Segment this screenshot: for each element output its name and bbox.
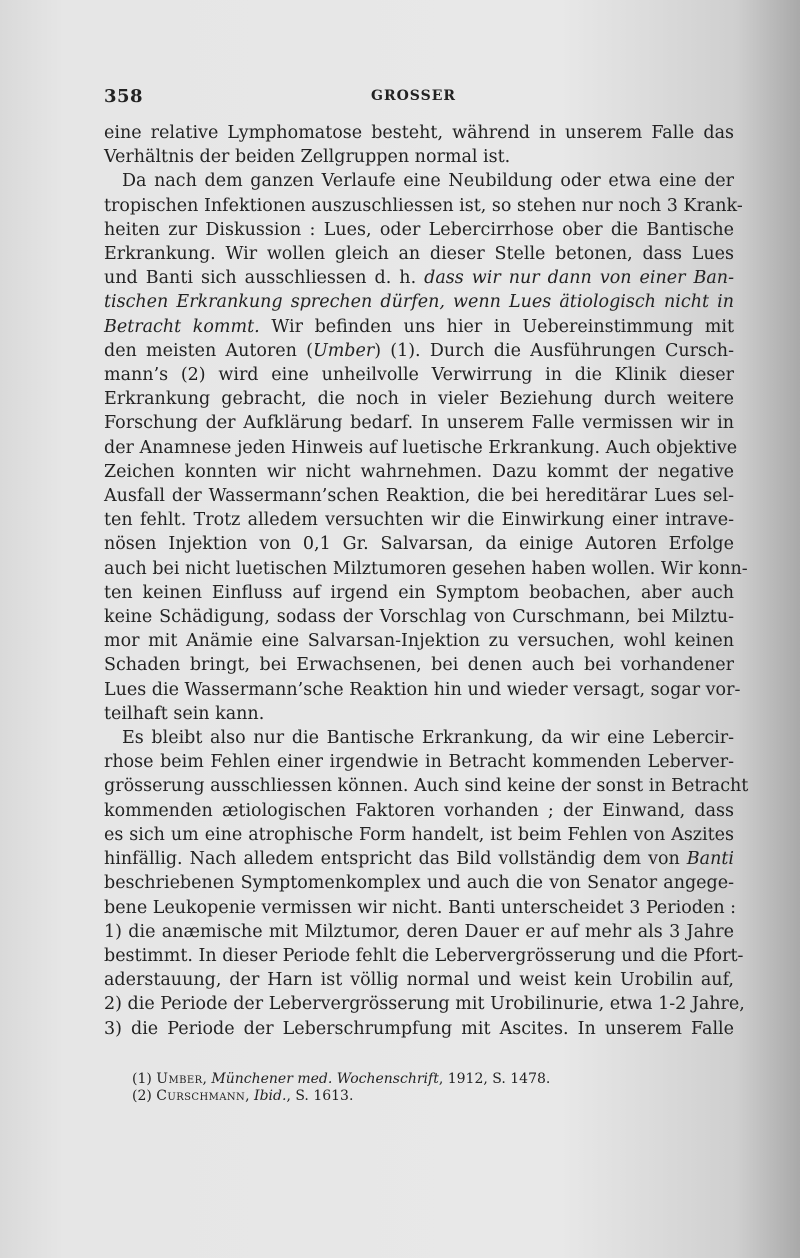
text-line: Es bleibt also nur die Bantische Erkrankung, da wir eine Lebercir- [122, 728, 734, 749]
italic-run: dass wir nur dann von einer Ban- [424, 268, 734, 289]
text-line: nösen Injektion von 0,1 Gr. Salvarsan, da einige Autoren Erfolge [104, 534, 734, 555]
text-line: der Anamnese jeden Hinweis auf luetische Erkrankung. Auch objektive [104, 437, 738, 458]
footnote-citation: , S. 1613. [286, 1088, 354, 1104]
text-line: Forschung der Aufklärung bedarf. In unserem Falle vermissen wir in [104, 413, 734, 434]
footnotes [132, 1071, 550, 1105]
text-line: grösserung ausschliessen können. Auch sind keine der sonst in Betracht [104, 776, 749, 797]
footnote-journal: Münchener med. Wochenschrift [211, 1071, 439, 1087]
italic-run: Banti [686, 849, 734, 870]
text-line: 3) die Periode der Leberschrumpfung mit Ascites. In unserem Falle [104, 1018, 734, 1039]
text-line: 1) die anæmische mit Milztumor, deren Dauer er auf mehr als 3 Jahre [104, 921, 734, 942]
running-head: GROSSER [371, 88, 457, 104]
text-line [104, 266, 734, 290]
text-line: rhose beim Fehlen einer irgendwie in Betracht kommenden Leberver- [104, 752, 734, 773]
footnote-citation: , 1912, S. 1478. [438, 1071, 551, 1087]
text-line: teilhaft sein kann. [104, 703, 265, 724]
text-line: keine Schädigung, sodass der Vorschlag von Curschmann, bei Milztu- [104, 607, 734, 628]
text-run: hinfällig. Nach alledem entspricht das Bild vollständig dem von [104, 849, 687, 870]
text-line: Ausfall der Wassermann’schen Reaktion, die bei hereditärar Lues sel- [104, 486, 734, 507]
text-line: Lues die Wassermann’sche Reaktion hin und wieder versagt, sogar vor- [104, 679, 741, 700]
paragraph-1 [104, 121, 734, 169]
body-text [104, 121, 749, 1041]
footnote-author: Curschmann [156, 1088, 246, 1104]
footnote-author: Umber [156, 1071, 203, 1087]
footnote-1 [132, 1071, 550, 1088]
text-line [104, 847, 734, 871]
footnote-number: (1) [132, 1071, 157, 1087]
text-line: eine relative Lymphomatose besteht, während in unserem Falle das [104, 123, 734, 143]
text-line: Da nach dem ganzen Verlaufe eine Neubildung oder etwa eine der [122, 171, 734, 192]
text-line: Erkrankung gebracht, die noch in vieler Beziehung durch weitere [104, 389, 734, 410]
text-line: ten fehlt. Trotz alledem versuchten wir die Einwirkung einer intrave- [104, 510, 734, 531]
text-line [104, 339, 734, 363]
paragraph-3 [104, 726, 749, 1041]
footnote-journal: Ibid. [254, 1088, 287, 1104]
text-line: aderstauung, der Harn ist völlig normal und weist kein Urobilin auf, [104, 970, 734, 991]
footnote-separator: , [245, 1088, 255, 1104]
text-line: es sich um eine atrophische Form handelt, ist beim Fehlen von Aszites [104, 824, 734, 845]
text-run: und Banti sich ausschliessen d. h. [104, 268, 425, 289]
text-run: Wir befinden uns hier in Uebereinstimmung mit [259, 316, 734, 337]
text-line: heiten zur Diskussion : Lues, oder Lebercirrhose ober die Bantische [104, 219, 734, 240]
text-line: 2) die Periode der Lebervergrösserung mit Urobilinurie, etwa 1-2 Jahre, [104, 994, 745, 1015]
text-line [104, 290, 734, 314]
text-line: bene Leukopenie vermissen wir nicht. Banti unterscheidet 3 Perioden : [104, 897, 737, 918]
text-line: Schaden bringt, bei Erwachsenen, bei denen auch bei vorhandener [104, 655, 734, 676]
text-line: bestimmt. In dieser Periode fehlt die Lebervergrösserung und die Pfort- [104, 945, 744, 966]
text-line: tropischen Infektionen auszuschliessen ist, so stehen nur noch 3 Krank- [104, 195, 743, 216]
text-line: mann’s (2) wird eine unheilvolle Verwirrung in die Klinik dieser [104, 365, 734, 386]
text-line: beschriebenen Symptomenkomplex und auch die von Senator angege- [104, 873, 734, 894]
italic-run: Umber [312, 340, 375, 361]
footnote-number: (2) [132, 1088, 157, 1104]
italic-run: Betracht kommt. [104, 316, 260, 337]
page-header [104, 86, 734, 112]
text-line: auch bei nicht luetischen Milztumoren gesehen haben wollen. Wir konn- [104, 558, 748, 579]
footnote-separator: , [202, 1071, 212, 1087]
text-run: ) (1). Durch die Ausführungen Cursch- [374, 340, 734, 361]
text-line: ten keinen Einfluss auf irgend ein Symptom beobachen, aber auch [104, 582, 734, 603]
text-line: mor mit Anämie eine Salvarsan-Injektion zu versuchen, wohl keinen [104, 631, 734, 652]
text-line [104, 315, 734, 339]
text-line: kommenden ætiologischen Faktoren vorhanden ; der Einwand, dass [104, 800, 734, 821]
text-line: Erkrankung. Wir wollen gleich an dieser Stelle betonen, dass Lues [104, 244, 734, 265]
text-line: Zeichen konnten wir nicht wahrnehmen. Dazu kommt der negative [104, 461, 734, 482]
page-number: 358 [104, 86, 144, 107]
italic-run: tischen Erkrankung sprechen dürfen, wenn Lues ätiologisch nicht in [104, 292, 734, 313]
text-run: den meisten Autoren ( [104, 340, 313, 361]
footnote-2 [132, 1088, 550, 1105]
text-line: Verhältnis der beiden Zellgruppen normal ist. [104, 147, 511, 168]
paragraph-2 [104, 169, 748, 726]
